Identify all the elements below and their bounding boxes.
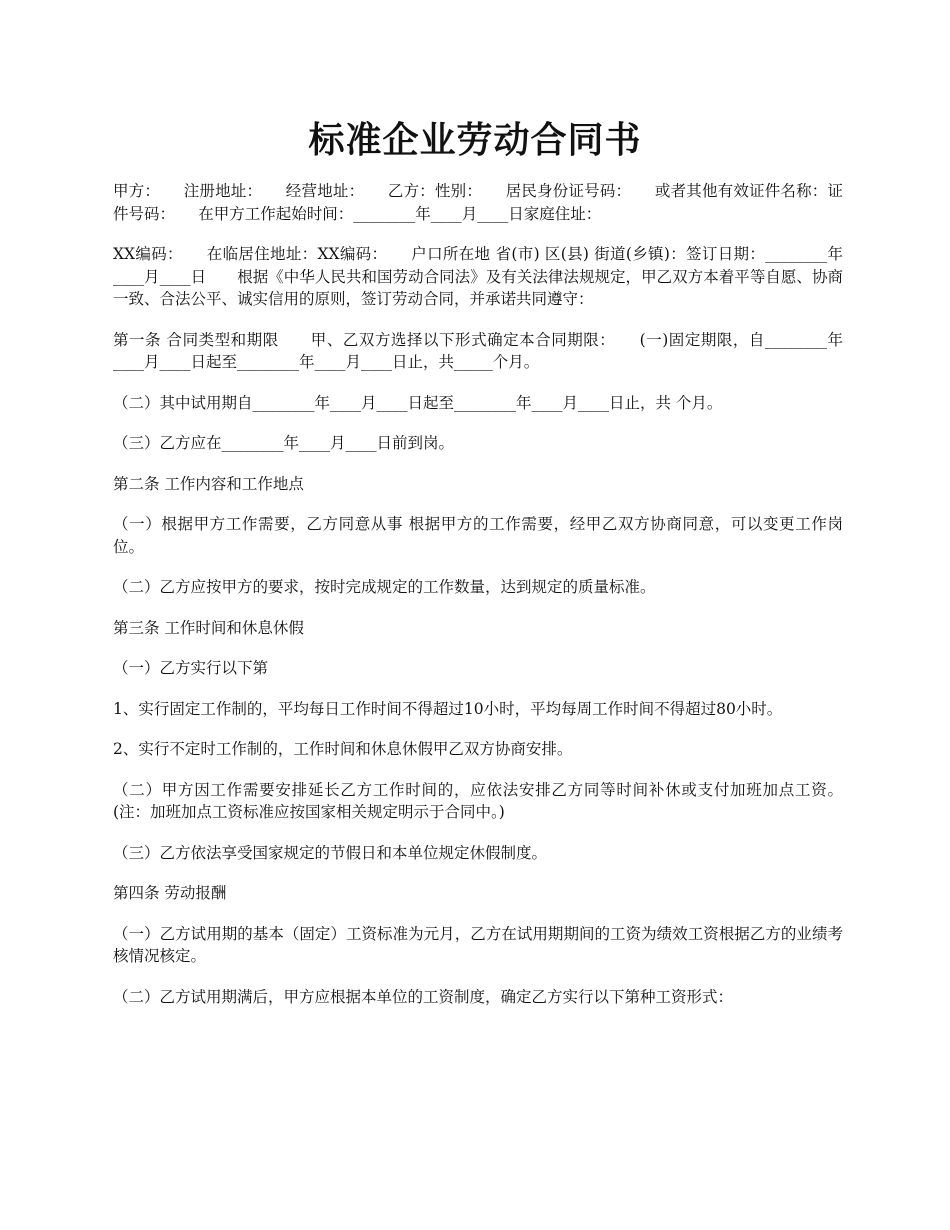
paragraph-report-date: （三）乙方应在________年____月____日前到岗。 xyxy=(113,434,455,452)
paragraph-article-2-heading: 第二条 工作内容和工作地点 xyxy=(113,474,304,493)
document-title: 标准企业劳动合同书 xyxy=(308,119,642,161)
paragraph-fixed-hours: 1、实行固定工作制的，平均每日工作时间不得超过10小时，平均每周工作时间不得超过80小时。 xyxy=(113,699,783,718)
paragraph-article-4-heading: 第四条 劳动报酬 xyxy=(113,884,227,902)
paragraph-probation: （二）其中试用期自________年____月____日起至________年____月____日止，共 个月。 xyxy=(113,393,723,412)
paragraph-holidays: （三）乙方依法享受国家规定的节假日和本单位规定休假制度。 xyxy=(113,843,548,862)
document-body xyxy=(113,180,843,1008)
paragraph-work-quality: （二）乙方应按甲方的要求，按时完成规定的工作数量，达到规定的质量标准。 xyxy=(113,578,656,596)
paragraph-article-3-heading: 第三条 工作时间和休息休假 xyxy=(113,618,304,637)
paragraph-addresses: XX编码： 在临居住地址：XX编码： 户口所在地 省(市) 区(县) 街道(乡镇)：签订日期：________年____月____日 根据《中华人民共和国劳动合同法》及有关法律法规规定，甲乙双方本着平等自愿、协商一致、合法公平、诚实信用的原则，签订劳动合同，并承诺共同遵守： xyxy=(113,245,843,308)
paragraph-overtime: （二）甲方因工作需要安排延长乙方工作时间的，应依法安排乙方同等时间补休或支付加班加点工资。 (注：加班加点工资标准应按国家相关规定明示于合同中。) xyxy=(113,780,843,821)
paragraph-wage-form: （二）乙方试用期满后，甲方应根据本单位的工资制度，确定乙方实行以下第种工资形式： xyxy=(113,987,734,1006)
paragraph-probation-wage: （一）乙方试用期的基本（固定）工资标准为元月，乙方在试用期期间的工资为绩效工资根据乙方的业绩考核情况核定。 xyxy=(113,924,843,965)
paragraph-flexible-hours: 2、实行不定时工作制的，工作时间和休息休假甲乙双方协商安排。 xyxy=(113,740,573,758)
paragraph-job-content: （一）根据甲方工作需要，乙方同意从事 根据甲方的工作需要，经甲乙双方协商同意，可以变更工作岗位。 xyxy=(113,515,843,556)
paragraph-parties: 甲方： 注册地址： 经营地址： 乙方：性别： 居民身份证号码： 或者其他有效证件名称：证件号码： 在甲方工作起始时间：________年____月____日家庭住址： xyxy=(113,182,843,223)
paragraph-article-1: 第一条 合同类型和期限 甲、乙双方选择以下形式确定本合同期限： (一)固定期限，自________年____月____日起至________年____月____日止，共_____个月。 xyxy=(113,330,843,371)
paragraph-work-system: （一）乙方实行以下第 xyxy=(113,659,269,677)
